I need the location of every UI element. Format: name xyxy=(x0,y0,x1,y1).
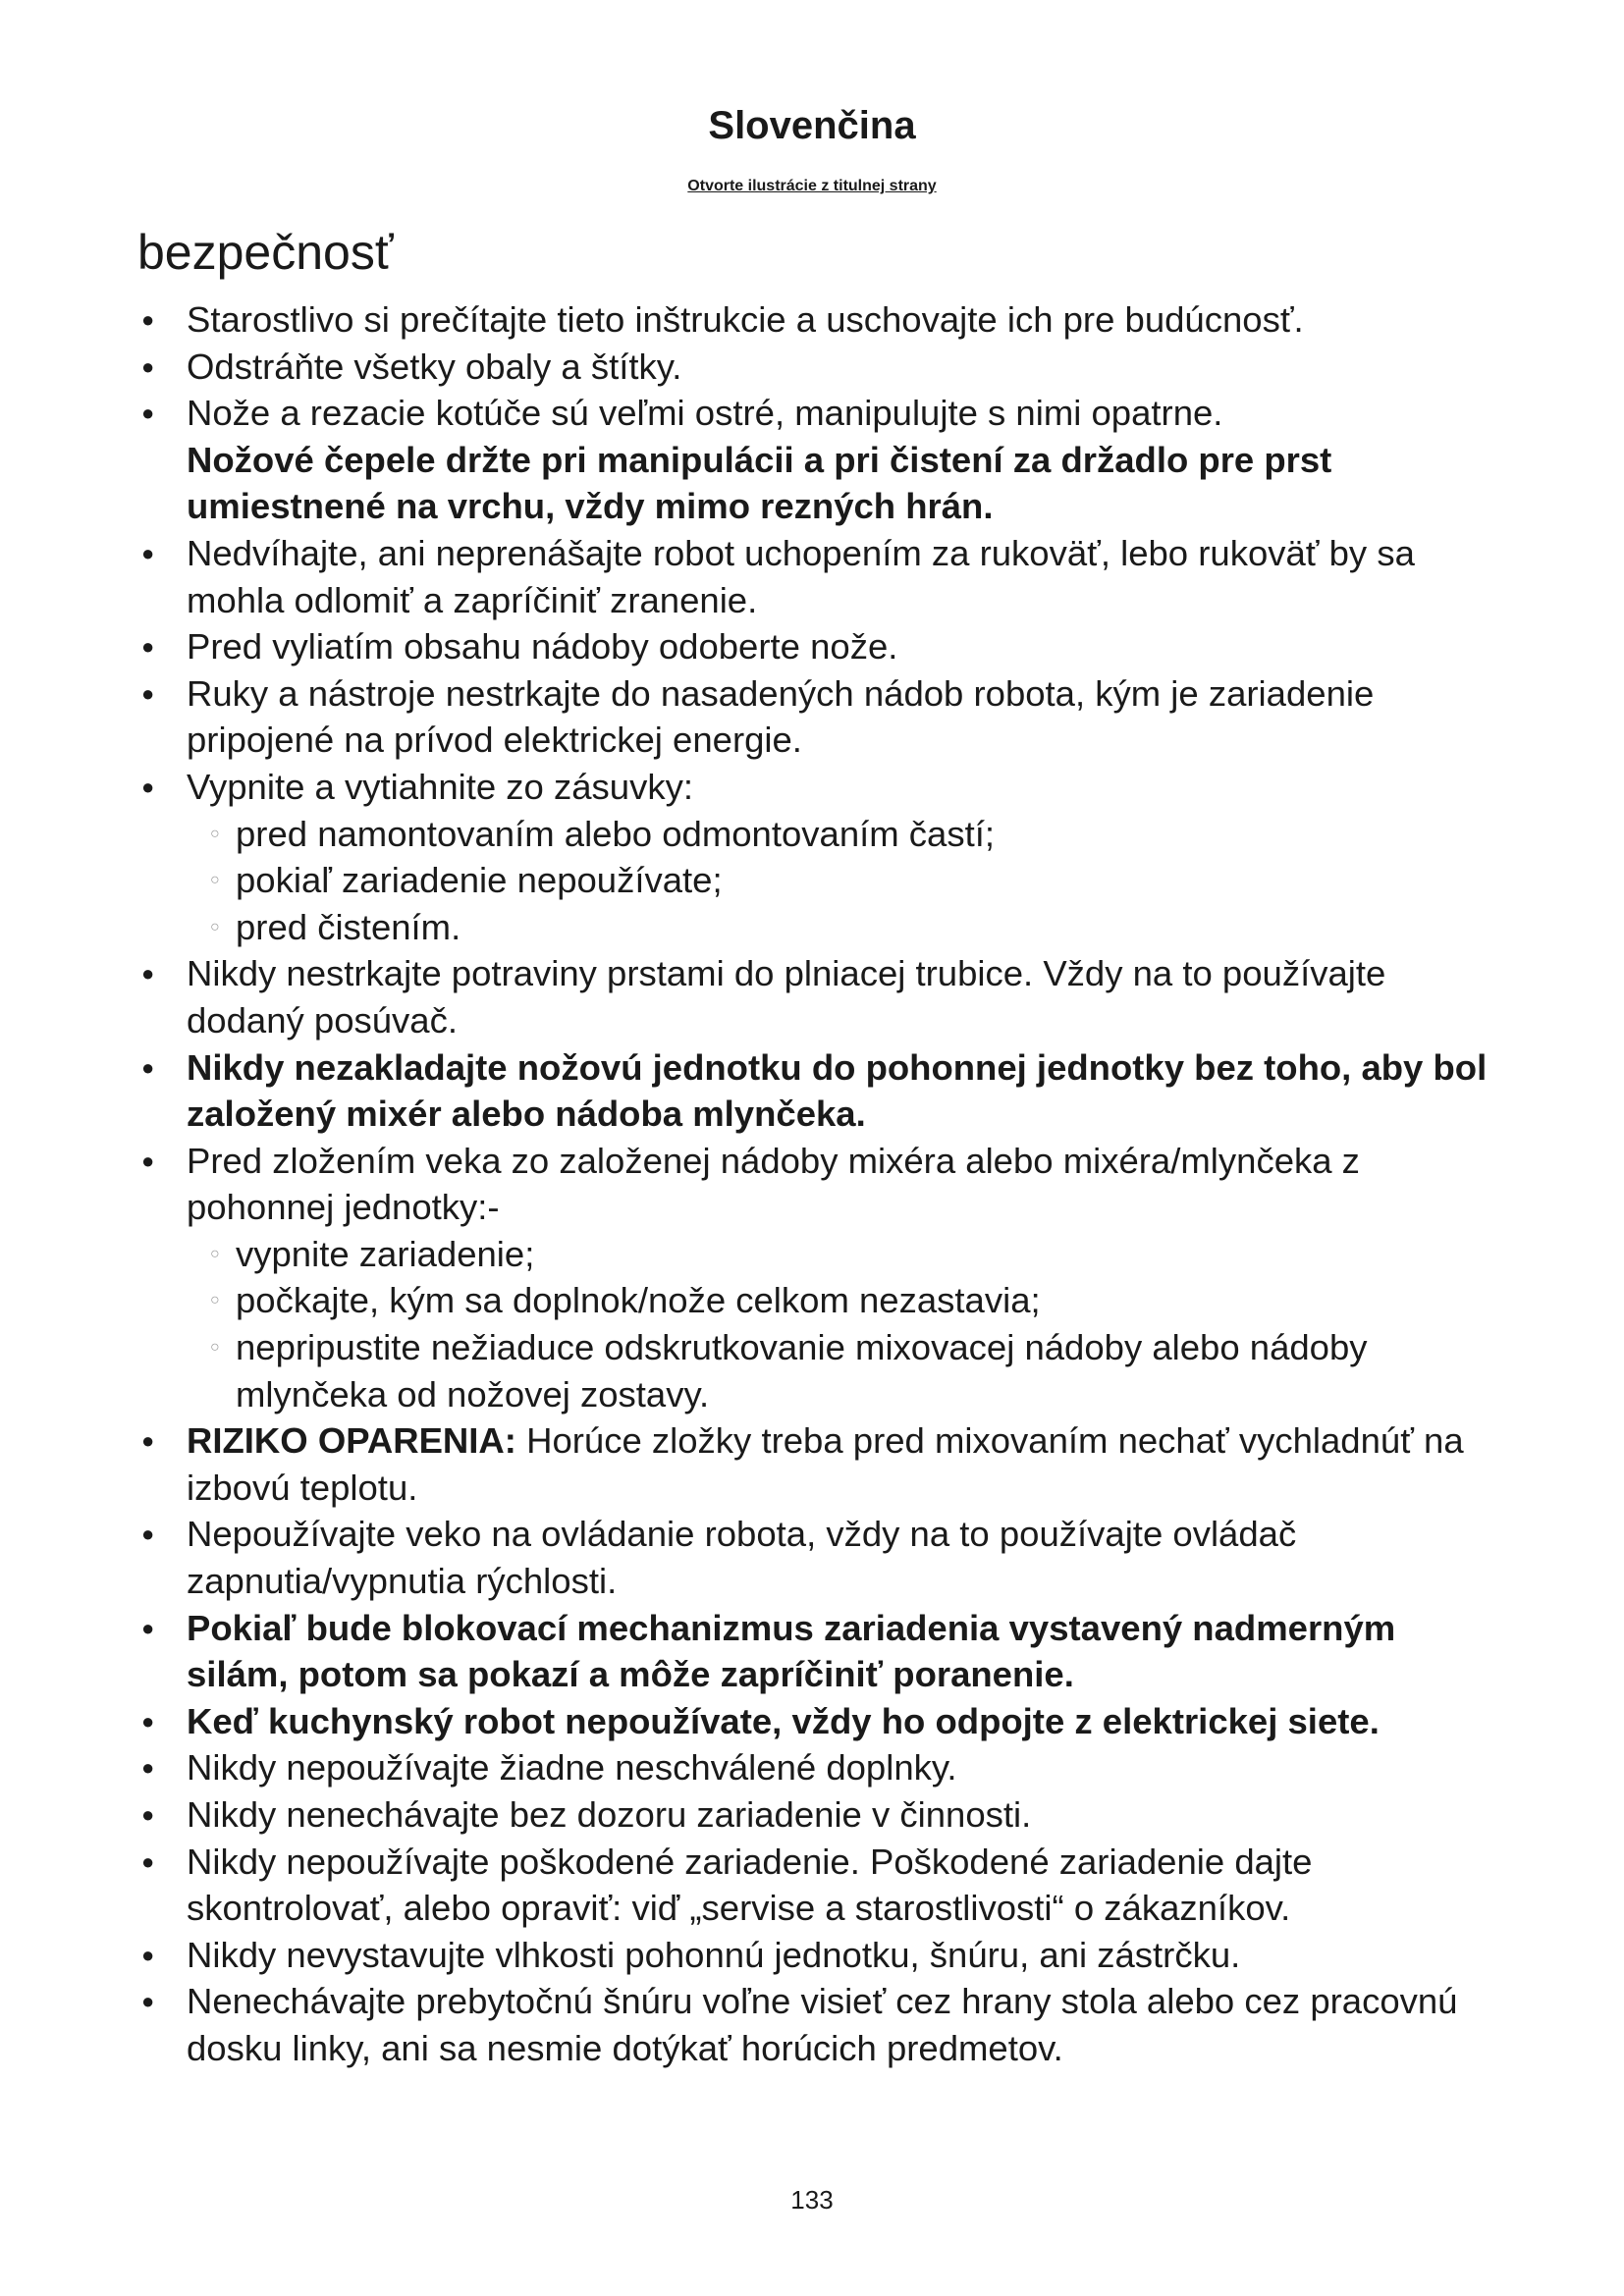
item-text: Nože a rezacie kotúče sú veľmi ostré, manipulujte s nimi opatrne. xyxy=(187,393,1223,434)
item-bold-text: Keď kuchynský robot nepoužívate, vždy ho odpojte z elektrickej siete. xyxy=(187,1700,1380,1741)
item-bold-text: Nikdy nezakladajte nožovú jednotku do pohonnej jednotky bez toho, aby bol založený mixér alebo nádoba mlynčeka. xyxy=(187,1046,1488,1135)
sub-item-text: nepripustite nežiaduce odskrutkovanie mixovacej nádoby alebo nádoby mlynčeka od nožovej zostavy. xyxy=(236,1327,1368,1415)
sub-item-text: pred namontovaním alebo odmontovaním častí; xyxy=(236,813,996,854)
sub-list-item xyxy=(208,904,1506,951)
item-text: Nikdy nepoužívajte poškodené zariadenie. Poškodené zariadenie dajte skontrolovať, alebo opraviť: viď „servise a starostlivosti“ o zákazníkov. xyxy=(187,1841,1313,1929)
section-title: bezpečnosť xyxy=(137,225,394,280)
item-text: Starostlivo si prečítajte tieto inštrukcie a uschovajte ich pre budúcnosť. xyxy=(187,299,1304,340)
sub-list xyxy=(187,811,1506,951)
item-text: Horúce zložky treba pred mixovaním nechať vychladnúť na izbovú teplotu. xyxy=(187,1420,1464,1508)
item-text: Vypnite a vytiahnite zo zásuvky: xyxy=(187,766,693,807)
sub-list-item xyxy=(208,811,1506,858)
list-item xyxy=(0,1932,1624,1979)
list-item xyxy=(0,1417,1624,1511)
item-text: Odstráňte všetky obaly a štítky. xyxy=(187,346,682,387)
list-item xyxy=(0,950,1624,1043)
item-text: Nikdy nepoužívajte žiadne neschválené doplnky. xyxy=(187,1747,957,1789)
list-item xyxy=(0,344,1624,391)
item-text: Ruky a nástroje nestrkajte do nasadených nádob robota, kým je zariadenie pripojené na prívod elektrickej energie. xyxy=(187,672,1375,761)
page-number: 133 xyxy=(790,2185,834,2215)
sub-list-item xyxy=(208,1277,1506,1324)
list-item xyxy=(0,670,1624,764)
sub-list-item xyxy=(208,1231,1506,1278)
item-bold-lead: RIZIKO OPARENIA: xyxy=(187,1420,516,1462)
sub-list-item xyxy=(208,857,1506,904)
list-item xyxy=(0,1511,1624,1604)
list-item xyxy=(0,1044,1624,1138)
list-item xyxy=(0,1744,1624,1791)
item-text: Pred zložením veka zo založenej nádoby mixéra alebo mixéra/mlynčeka z pohonnej jednotky:- xyxy=(187,1140,1360,1228)
item-text: Nikdy nenechávajte bez dozoru zariadenie v činnosti. xyxy=(187,1794,1032,1835)
page-title: Slovenčina xyxy=(708,104,916,147)
sub-item-text: vypnite zariadenie; xyxy=(236,1233,535,1274)
list-item xyxy=(0,296,1624,344)
list-item xyxy=(0,764,1624,950)
list-item xyxy=(0,1138,1624,1418)
safety-list xyxy=(0,296,1624,2072)
item-text: Nenechávajte prebytočnú šnúru voľne visieť cez hrany stola alebo cez pracovnú dosku linky, ani sa nesmie dotýkať horúcich predmetov. xyxy=(187,1981,1458,2068)
list-item xyxy=(0,1839,1624,1932)
item-bold-text: Nožové čepele držte pri manipulácii a pri čistení za držadlo pre prst umiestnené na vrchu, vždy mimo rezných hrán. xyxy=(187,439,1332,527)
list-item xyxy=(0,1605,1624,1698)
list-item xyxy=(0,623,1624,670)
sub-item-text: pokiaľ zariadenie nepoužívate; xyxy=(236,860,723,901)
sub-list-item xyxy=(208,1324,1506,1417)
sub-list xyxy=(187,1231,1506,1417)
item-bold-text: Pokiaľ bude blokovací mechanizmus zariadenia vystavený nadmerným silám, potom sa pokazí a môže zapríčiniť poranenie. xyxy=(187,1607,1396,1695)
item-text: Nedvíhajte, ani neprenášajte robot uchopením za rukoväť, lebo rukoväť by sa mohla odlomiť a zapríčiniť zranenie. xyxy=(187,532,1415,620)
item-text: Nikdy nevystavujte vlhkosti pohonnú jednotku, šnúru, ani zástrčku. xyxy=(187,1934,1241,1975)
item-text: Nikdy nestrkajte potraviny prstami do plniacej trubice. Vždy na to používajte dodaný posúvač. xyxy=(187,953,1386,1041)
list-item xyxy=(0,390,1624,530)
list-item xyxy=(0,1698,1624,1745)
item-text: Nepoužívajte veko na ovládanie robota, vždy na to používajte ovládač zapnutia/vypnutia rýchlosti. xyxy=(187,1514,1297,1602)
sub-item-text: počkajte, kým sa doplnok/nože celkom nezastavia; xyxy=(236,1280,1041,1321)
sub-item-text: pred čistením. xyxy=(236,906,461,947)
list-item xyxy=(0,530,1624,623)
illustrations-link[interactable]: Otvorte ilustrácie z titulnej strany xyxy=(687,178,937,194)
list-item xyxy=(0,1791,1624,1839)
list-item xyxy=(0,1978,1624,2071)
item-text: Pred vyliatím obsahu nádoby odoberte nože. xyxy=(187,626,898,667)
